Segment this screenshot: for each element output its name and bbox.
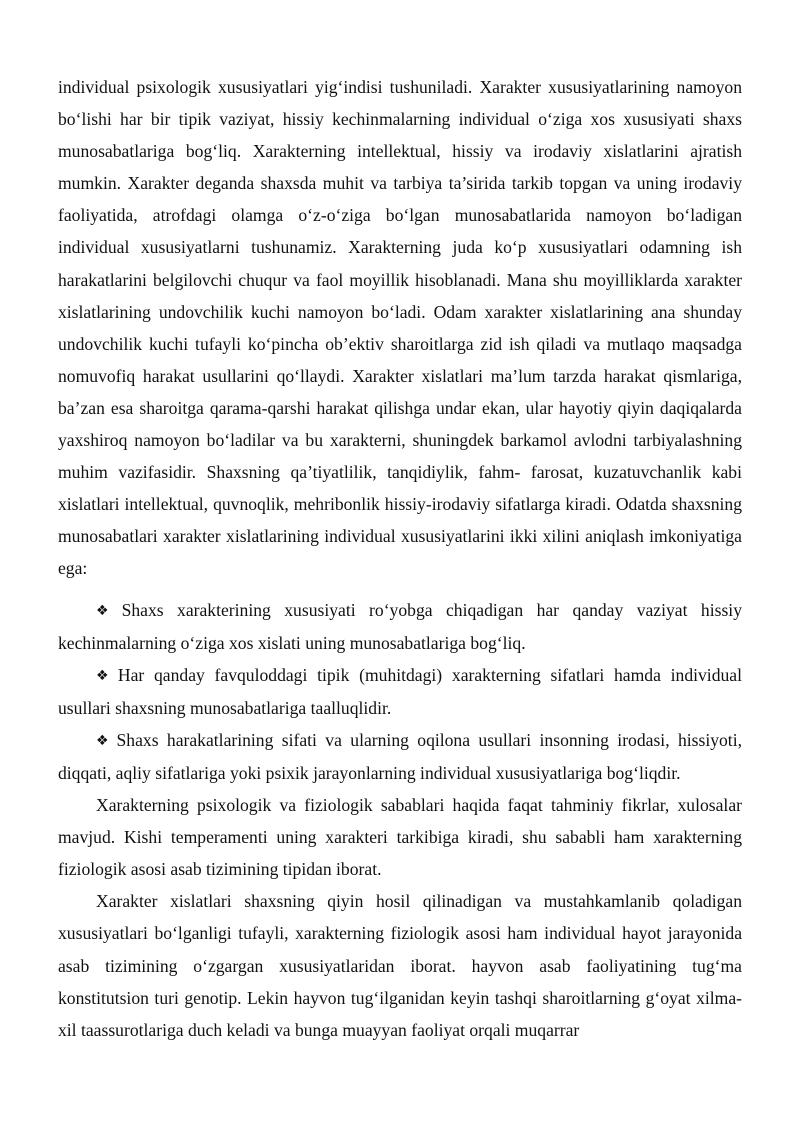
document-page	[58, 71, 742, 1046]
bullet-text: Har qanday favquloddagi tipik (muhitdagi) xarakterning sifatlari hamda individual usullari shaxsning munosabatlariga taalluqlidir.	[58, 664, 742, 718]
diamond-bullet-icon: ❖	[96, 667, 114, 684]
intro-paragraph: individual psixologik xususiyatlari yig‘indisi tushuniladi. Xarakter xususiyatlarining namoyon bo‘lishi har bir tipik vaziyat, hissiy kechinmalarning individual o‘ziga xos xususiyati shaxs munosabatlariga bog‘liq. Xarakterning intellektual, hissiy va irodaviy xislatlarini ajratish mumkin. Xarakter deganda shaxsda muhit va tarbiya ta’sirida tarkib topgan va uning irodaviy faoliyatida, atrofdagi olamga o‘z-o‘ziga bo‘lgan munosabatlarida namoyon bo‘ladigan individual xususiyatlarni tushunamiz. Xarakterning juda ko‘p xususiyatlari odamning ish harakatlarini belgilovchi chuqur va faol moyillik hisoblanadi. Mana shu moyilliklarda xarakter xislatlarining undovchilik kuchi namoyon bo‘ladi. Odam xarakter xislatlarining ana shunday undovchilik kuchi tufayli ko‘pincha ob’ektiv sharoitlarga zid ish qiladi va mutlaqo maqsadga nomuvofiq harakat usullarini qo‘llaydi. Xarakter xislatlari ma’lum tarzda harakat qismlariga, ba’zan esa sharoitga qarama-qarshi harakat qilishga undar ekan, ular hayotiy qiyin daqiqalarda yaxshiroq namoyon bo‘ladilar va bu xarakterni, shuningdek barkamol avlodni tarbiyalashning muhim vazifasidir. Shaxsning qa’tiyatlilik, tanqidiylik, fahm- farosat, kuzatuvchanlik kabi xislatlari intellektual, quvnoqlik, mehribonlik hissiy-irodaviy sifatlarga kiradi. Odatda shaxsning munosabatlari xarakter xislatlarining individual xususiyatlarini ikki xilini aniqlash imkoniyatiga ega:	[58, 77, 742, 579]
diamond-bullet-icon: ❖	[96, 602, 118, 619]
bullet-text: Shaxs harakatlarining sifati va ularning oqilona usullari insonning irodasi, hissiyoti, diqqati, aqliy sifatlariga yoki psixik jarayonlarning individual xususiyatlariga bog‘liqdir.	[58, 729, 742, 783]
paragraph-physiology: Xarakter xislatlari shaxsning qiyin hosil qilinadigan va mustahkamlanib qoladigan xususiyatlari bo‘lganligi tufayli, xarakterning fiziologik asosi ham individual hayot jarayonida asab tizimining o‘zgargan xususiyatlaridan iborat. hayvon asab faoliyatining tug‘ma konstitutsion turi genotip. Lekin hayvon tug‘ilganidan keyin tashqi sharoitlarning g‘oyat xilma-xil taassurotlariga duch keladi va bunga muayyan faoliyat orqali muqarrar	[58, 891, 742, 1040]
diamond-bullet-icon: ❖	[96, 732, 113, 749]
bullet-text: Shaxs xarakterining xususiyati ro‘yobga chiqadigan har qanday vaziyat hissiy kechinmalarning o‘ziga xos xislati uning munosabatlariga bog‘liq.	[58, 599, 742, 653]
bullet-item-1	[58, 594, 742, 659]
paragraph-temperament: Xarakterning psixologik va fiziologik sabablari haqida faqat tahminiy fikrlar, xulosalar mavjud. Kishi temperamenti uning xarakteri tarkibiga kiradi, shu sababli ham xarakterning fiziologik asosi asab tizimining tipidan iborat.	[58, 795, 742, 880]
bullet-item-2	[58, 659, 742, 724]
bullet-item-3	[58, 724, 742, 789]
